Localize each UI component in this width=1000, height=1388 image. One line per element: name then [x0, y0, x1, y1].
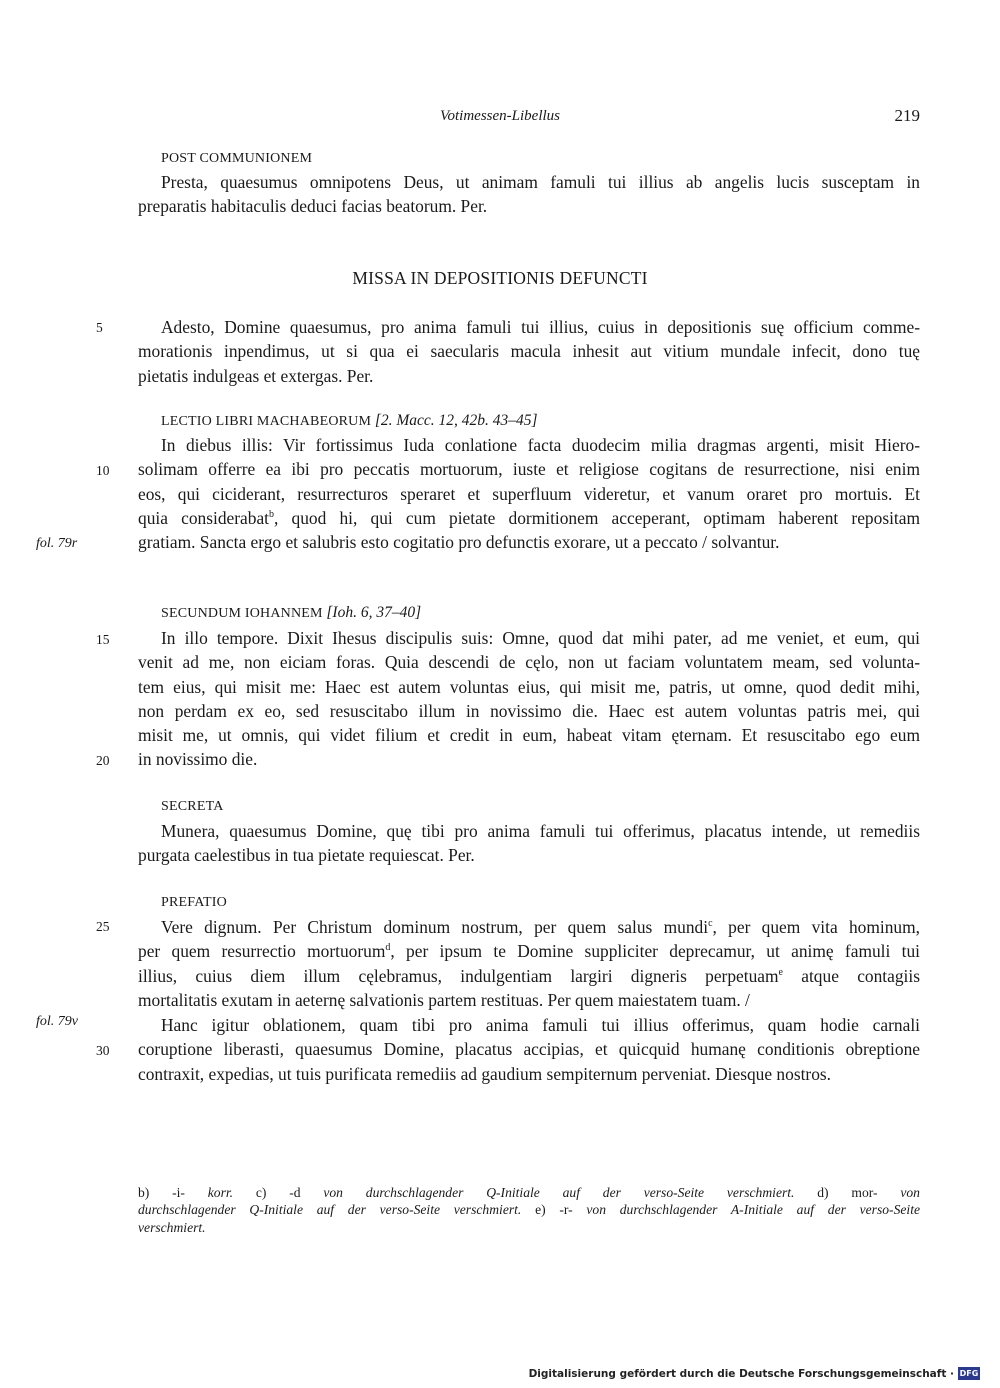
text-span: atque contagiis — [782, 965, 920, 986]
line-number-30: 30 — [96, 1043, 110, 1058]
paragraph-lectio — [138, 433, 920, 554]
paragraph-prefatio — [138, 915, 920, 1012]
text-line: Munera, quaesumus Domine, quę tibi pro anima famuli tui offerimus, placatus intende, ut remediis — [161, 821, 920, 841]
text-line: morationis inpendimus, ut si qua ei saecularis macula inhesit aut vitium mundale infecit, dono tuę — [138, 341, 920, 362]
footnote-e-text: von durchschlagender A-Initiale auf der verso-Seite — [586, 1202, 921, 1218]
section-heading-prefatio: PREFATIO — [161, 895, 227, 910]
text-line: pietatis indulgeas et extergas. Per. — [138, 365, 374, 386]
footnote-b-label: b) -i- — [138, 1185, 185, 1200]
margin-folio-note-79v: fol. 79v — [36, 1014, 78, 1029]
paragraph-hanc-igitur — [138, 1013, 920, 1086]
section-heading-post-communionem: POST COMMUNIONEM — [161, 151, 313, 166]
text-span: illius, cuius diem illum cęlebramus, indulgentiam largiri digneris perpetuam — [138, 965, 779, 986]
footnote-marker-c: c — [708, 918, 713, 929]
section-heading-missa: MISSA IN DEPOSITIONIS DEFUNCTI — [352, 268, 648, 288]
line-number-5: 5 — [96, 320, 103, 335]
text-line: In illo tempore. Dixit Ihesus discipulis suis: Omne, quod dat mihi pater, ad me veniet, et eum, qui — [161, 628, 920, 648]
funding-credit: Digitalisierung gefördert durch die Deutsche Forschungsgemeinschaft · — [528, 1368, 954, 1380]
text-span: , per quem vita hominum, — [712, 917, 920, 937]
text-line: preparatis habitaculis deduci facias beatorum. Per. — [138, 196, 488, 217]
footnote-line — [138, 1201, 920, 1218]
text-span: quia considerabat — [138, 507, 269, 528]
paragraph-adesto — [138, 315, 920, 388]
text-line: Presta, quaesumus omnipotens Deus, ut animam famuli tui illius ab angelis lucis susceptam in — [161, 172, 920, 192]
footnote-marker-e: e — [778, 966, 783, 978]
text-line: eos, qui ciciderant, resurrecturos speraret et superfluum videretur, et vanum oraret pro mortuis. Et — [138, 483, 920, 504]
text-span: per quem resurrectio mortuorum — [138, 941, 386, 962]
text-span: , quod hi, qui cum pietate dormitionem acceperant, optimam haberent repositam — [274, 507, 920, 528]
footnote-marker-d: d — [385, 942, 391, 954]
line-number-25: 25 — [96, 919, 110, 934]
text-span: Vere dignum. Per Christum dominum nostrum, per quem salus mundi — [161, 917, 709, 937]
running-header-title: Votimessen-Libellus — [440, 108, 560, 124]
text-line: Hanc igitur oblationem, quam tibi pro anima famuli tui illius offerimus, quam hodie carnali — [161, 1015, 920, 1035]
scripture-reference: [2. Macc. 12, 42b. 43–45] — [374, 412, 538, 429]
footnote-e-label: e) -r- — [535, 1202, 573, 1218]
text-line — [138, 506, 920, 530]
text-line: contraxit, expedias, ut tuis purificata remediis ad gaudium sempiternum perveniat. Diesque nostros. — [138, 1063, 832, 1084]
section-heading-iohannem — [161, 604, 421, 622]
text-line: coruptione liberasti, quaesumus Domine, placatus accipias, et quicquid humanę conditionis obreptione — [138, 1039, 920, 1060]
text-line: venit ad me, non eiciam foras. Quia descendi de cęlo, non ut faciam voluntatem meam, sed volunta- — [138, 652, 920, 673]
footnote-line — [138, 1184, 920, 1201]
text-line: mortalitatis exutam in aeternę salvationis partem restituas. Per quem maiestatem tuam. / — [138, 989, 750, 1010]
line-number-10: 10 — [96, 463, 110, 478]
text-line: non perdam ex eo, sed resuscitabo illum in novissimo die. Haec est autem voluntas patris mei, qui — [138, 700, 920, 721]
text-line — [138, 915, 920, 939]
section-heading-lectio — [161, 412, 538, 430]
line-number-15: 15 — [96, 632, 110, 647]
footnote-c-text: von durchschlagender Q-Initiale auf der verso-Seite verschmiert. — [323, 1185, 795, 1200]
text-line — [138, 964, 920, 988]
heading-text: LECTIO LIBRI MACHABEORUM — [161, 414, 372, 429]
section-heading-secreta: SECRETA — [161, 799, 224, 814]
footnote-e-text: verschmiert. — [138, 1219, 206, 1235]
line-number-20: 20 — [96, 753, 110, 768]
text-line: tem eius, qui misit me: Haec est autem voluntas eius, qui misit me, patris, ut omne, quod dedit mihi, — [138, 676, 920, 697]
dfg-logo: DFG — [959, 1369, 979, 1378]
footnote-marker-b: b — [269, 508, 274, 520]
footnotes — [138, 1184, 920, 1236]
footnote-d-text: von — [900, 1185, 920, 1200]
footnote-d-text: durchschlagender Q-Initiale auf der verso-Seite verschmiert. — [138, 1202, 522, 1218]
text-line: solimam offerre ea ibi pro peccatis mortuorum, iuste et religiose cogitans de resurrectione, nisi enim — [138, 459, 920, 480]
page-number: 219 — [894, 106, 920, 125]
text-line: purgata caelestibus in tua pietate requiescat. Per. — [138, 845, 475, 866]
footnote-c-label: c) -d — [255, 1185, 301, 1200]
text-line — [138, 939, 920, 963]
text-span: , per ipsum te Domine suppliciter deprecamur, ut animę famuli tui — [390, 941, 920, 962]
footnote-line — [138, 1219, 920, 1236]
heading-text: SECUNDUM IOHANNEM — [161, 606, 323, 621]
text-line: misit me, ut omnis, qui videt filium et credit in eum, habeat vitam ęternam. Et resuscitabo ego eum — [138, 725, 920, 746]
scripture-reference: [Ioh. 6, 37–40] — [326, 604, 422, 621]
paragraph-iohannem — [138, 626, 920, 772]
text-line: in novissimo die. — [138, 749, 258, 770]
footnote-d-label: d) mor- — [817, 1185, 878, 1200]
text-line: gratiam. Sancta ergo et salubris esto cogitatio pro defunctis exorare, ut a peccato / solvantur. — [138, 532, 780, 553]
text-line: In diebus illis: Vir fortissimus Iuda conlatione facta duodecim milia dragmas argenti, misit Hiero- — [161, 435, 920, 455]
paragraph-post-communionem — [138, 170, 920, 219]
text-line: Adesto, Domine quaesumus, pro anima famuli tui illius, cuius in depositionis suę officium comme- — [161, 317, 920, 337]
footnote-b-text: korr. — [207, 1185, 234, 1200]
paragraph-secreta — [138, 819, 920, 868]
margin-folio-note-79r: fol. 79r — [36, 536, 78, 551]
